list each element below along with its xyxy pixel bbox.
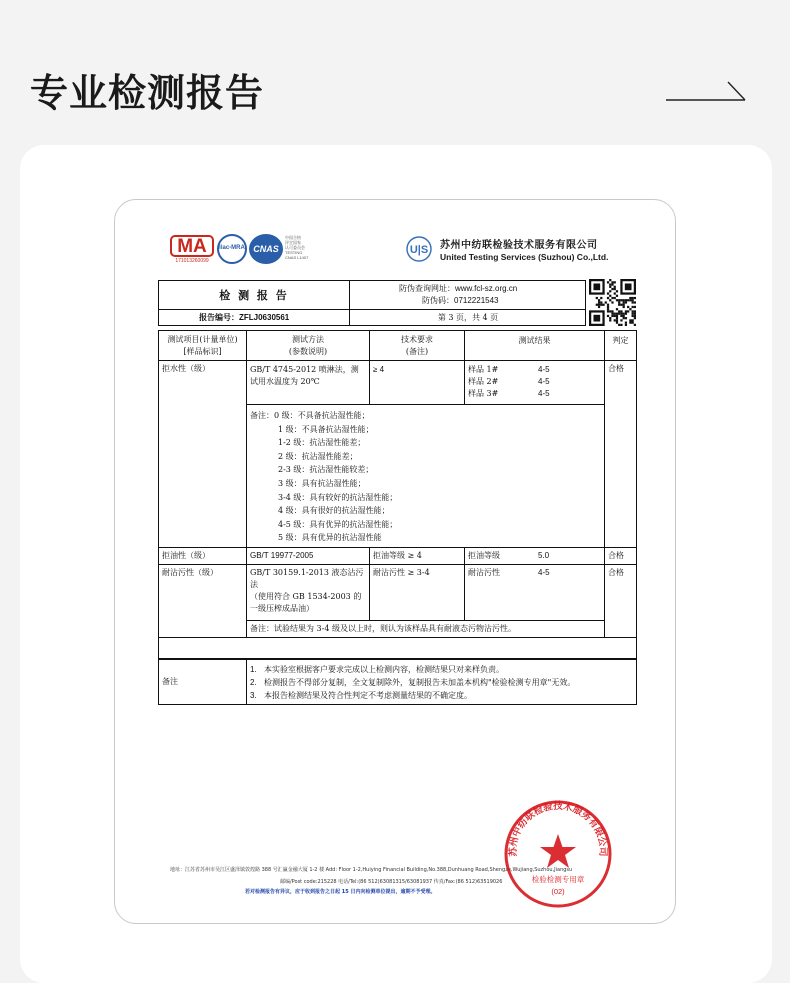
stain-requirement: 耐沾污性 ≥ 3-4: [370, 564, 465, 620]
header-judgement: 判定: [605, 331, 637, 361]
footer-notice: 若对检测报告有异议，应于收到报告之日起 15 日内向检测单位提出，逾期不予受理。: [245, 889, 436, 895]
table-row-oil: [159, 547, 637, 564]
report-title-block: [158, 280, 586, 326]
water-item: 拒水性（级）: [159, 361, 247, 548]
water-results: 样品 1# 4-5 样品 2# 4-5 样品 3# 4-5: [465, 361, 605, 405]
oil-requirement: 拒油等级 ≥ 4: [370, 547, 465, 564]
verify-url: 防伪查询网址：www.fcl-sz.org.cn: [399, 284, 518, 293]
footer-address: 地址：江苏省苏州市吴江区盛泽镇敦煌路 388 号汇赢金融大厦 1-2 楼 Add: Floor 1-2,Huiying Financial Building,No.388,Dunhuang Road,Shengze,Wujiang,Suzhou,Jiangsu: [170, 867, 573, 873]
header-requirement: 技术要求 (备注): [370, 331, 465, 361]
cnas-logo: CNAS: [249, 234, 283, 264]
arrow-right-icon[interactable]: [666, 80, 746, 102]
stamp-inner-text: 检验检测专用章: [531, 875, 585, 884]
oil-item: 拒油性（级）: [159, 547, 247, 564]
header-result: 测试结果: [465, 331, 605, 361]
stamp-code: (02): [551, 887, 565, 896]
water-method: GB/T 4745-2012 喷淋法，测试用水温度为 20℃: [247, 361, 370, 405]
svg-text:U|S: U|S: [409, 244, 429, 256]
stain-result: 耐沾污性 4-5: [465, 564, 605, 620]
stamp-ring-text: 苏州中纺联检验技术服务有限公司: [507, 800, 609, 857]
table-row-stain: [159, 564, 637, 620]
official-seal-stamp: [503, 798, 613, 910]
table-row-remarks: [159, 659, 637, 705]
water-judgement: 合格: [605, 361, 637, 548]
report-title: 检 测 报 告: [219, 289, 289, 302]
oil-method: GB/T 19977-2005: [247, 547, 370, 564]
water-notes: 备注：0 级：不具备抗沾湿性能； 1 级：不具备抗沾湿性能； 1-2 级：抗沾湿性能差； 2 级：抗沾湿性能差； 2-3 级：抗沾湿性能较差； 3 级：具有抗沾湿性能； 3-4 级：具有较好的抗沾湿性能； 4 级：具有很好的抗沾湿性能； 4-5 级：具有优异的抗沾湿性能； 5 级：具有优异的抗沾湿性能: [247, 405, 605, 548]
company-name-en: United Testing Services (Suzhou) Co.,Ltd.: [440, 252, 609, 262]
header-item: 测试项目(计量单位) [样品标识]: [159, 331, 247, 361]
page-title: 专业检测报告: [30, 71, 265, 115]
results-table: [158, 330, 637, 705]
footer-contact: 邮编/Post code:215228 电话/Tel:(86 512)63081315/63081937 传真/Fax:(86 512)63519026: [280, 879, 503, 885]
verify-code: 防伪码：0712221543: [422, 296, 499, 305]
stain-method: GB/T 30159.1-2013 液态沾污法 （使用符合 GB 1534-2003 的一级压榨成品油）: [247, 564, 370, 620]
cnas-logo-caption: 中国合格 评定国家 认可委员会 TESTING CNAS L1407: [285, 235, 309, 260]
oil-judgement: 合格: [605, 547, 637, 564]
header-method: 测试方法 (参数说明): [247, 331, 370, 361]
stain-item: 耐沾污性（级）: [159, 564, 247, 637]
remarks-label: 备注: [159, 659, 247, 705]
page-info: 第 3 页，共 4 页: [437, 313, 499, 322]
ilac-mra-logo: ilac-MRA: [217, 234, 247, 264]
report-number: 报告编号：ZFLJ0630561: [199, 313, 290, 322]
company-name-cn: 苏州中纺联检验技术服务有限公司: [440, 240, 598, 251]
table-header-row: [159, 331, 637, 361]
uts-company-logo: [404, 235, 434, 263]
cma-logo: MA 171013260099: [170, 235, 214, 265]
qr-code: [589, 279, 636, 326]
table-row-blank: [159, 637, 637, 659]
test-report-document: [114, 199, 676, 924]
water-requirement: ≥ 4: [370, 361, 465, 405]
oil-result: 拒油等级 5.0: [465, 547, 605, 564]
stain-note: 备注：试验结果为 3-4 级及以上时，则认为该样品具有耐液态污物沾污性。: [247, 620, 605, 637]
table-row-water: [159, 361, 637, 405]
remarks-content: 1. 本实验室根据客户要求完成以上检测内容，检测结果只对来样负责。 2. 检测报告不得部分复制，全文复制除外，复制报告未加盖本机构"检验检测专用章"无效。 3. 本报告检测结果及符合性判定不考虑测量结果的不确定度。: [247, 659, 637, 705]
stain-judgement: 合格: [605, 564, 637, 637]
